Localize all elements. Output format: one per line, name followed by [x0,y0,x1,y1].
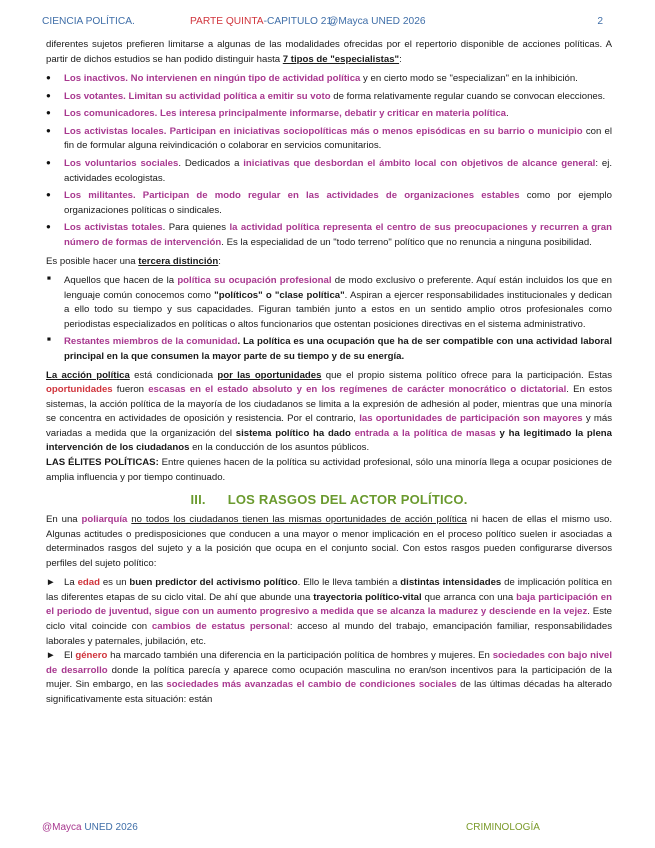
age-bold: trayectoria político-vital [313,591,422,603]
list-item [46,221,612,250]
type-description: con el fin de formular alguna reivindicación o colaborar en servicios comunitarios. [64,125,612,152]
age-text: que arranca con una [421,591,517,603]
header-chapter [190,14,335,30]
action-highlight: entrada a la política de masas [354,427,496,439]
footer-author [42,820,138,835]
age-text: . Ello le lleva también a [297,577,401,589]
political-action-paragraph [46,369,612,486]
page-header [42,14,603,30]
action-highlight: oportunidades [46,384,113,396]
footer-author-handle: @Mayca [42,822,85,833]
age-text: . Este ciclo vital coincide con [46,606,613,632]
action-bold: sistema político ha dado [235,427,351,439]
footer-author-year: UNED 2026 [84,822,138,833]
type-description-end: . Es la especialidad de un "todo terreno" político que no renuncia a ninguna posibilidad. [221,236,592,248]
list-item [46,274,612,332]
intro-end: : [399,53,402,65]
distinction-pre: Es posible hacer una [46,255,139,267]
intro-text: diferentes sujetos prefieren limitarse a algunas de las modalidades ofrecidas por el repertorio disponible de acciones políticas. A partir de dichos estudios se han podido distinguir hasta [46,39,612,65]
header-author: @Mayca UNED 2026 [328,16,426,27]
section-title: LOS RASGOS DEL ACTOR POLÍTICO. [227,492,468,508]
action-highlight: las oportunidades de participación son mayores [359,413,583,425]
action-term: por las oportunidades [217,369,322,381]
list-item [46,335,612,364]
document-body [46,38,612,712]
age-paragraph [46,576,612,707]
action-highlight: escasas en el estado absoluto y en los regímenes de carácter monocrático o dictatorial [148,384,567,396]
type-name: Los activistas totales [64,222,163,234]
action-text: fueron [112,384,149,396]
type-name: Los activistas locales. Participan en iniciativas sociopolíticas más o menos episódicas en su barrio o municipio [64,125,583,137]
action-text: y más variadas a medida que la organización del [46,413,612,439]
action-bold: y ha legitimado la plena intervención de los ciudadanos [46,427,612,454]
type-description: . [506,108,509,120]
gender-highlight: sociedades más avanzadas el cambio de condiciones sociales [166,679,457,691]
age-term: edad [77,577,100,589]
page-footer [42,820,603,834]
action-text: que el propio sistema político ofrece para la participación. Estas [321,369,612,381]
age-bold: buen predictor del activismo político [129,577,298,589]
age-text: : acceso al mundo del trabajo, emancipación familiar, responsabilidades laborales y paternales, jubilación, etc. [46,620,612,647]
age-bold: distintas intensidades [400,577,502,589]
type-description: y en cierto modo se "especializan" en la inhibición. [360,73,578,85]
distinction-list [46,274,612,364]
list-item [46,107,612,122]
age-highlight: cambios de estatus personal [151,620,290,632]
third-distinction: tercera distinción [138,255,219,267]
action-text: . En estos sistemas, la acción política de la mayoría de los ciudadanos se limita a la expresión de adhesión al poder, mientras que una minoría se concentra en actividades de oposición y resistencia. Por el contrario, [46,384,612,425]
polyarchy-underlined: no todos los ciudadanos tienen las mismas oportunidades de acción política [131,513,467,525]
type-description-end: : ej. actividades ecologistas. [64,158,612,184]
type-name: Los inactivos. No intervienen en ningún tipo de actividad política [64,73,361,85]
footer-subject: CRIMINOLOGÍA [466,822,540,833]
triangle-bullet-icon: ► [46,650,56,662]
distinction-bold: "políticos" o "clase política" [214,289,345,301]
distinction-intro [46,255,612,270]
section-number: III. [190,492,206,508]
distinction-highlight: política su ocupación profesional [177,275,332,287]
age-text: es un [99,577,130,589]
age-text: La [64,577,78,589]
polyarchy-text: En una [46,513,82,525]
action-term: La acción política [46,369,130,381]
action-text: en la conducción de los asuntos públicos. [189,442,370,454]
gender-text: de las últimas décadas ha alterado significativamente esta situación: están [46,679,612,705]
triangle-bullet-icon: ► [46,577,56,589]
age-text: de implicación política en las diferentes etapas de su ciclo vital. De ahí que abunde una [46,577,612,603]
gender-text: El [64,650,76,662]
distinction-text: . Aspiran a ejercer responsabilidades institucionales y dedican a ello todo su tiempo y sus capacidades. Figuran también junto a estos en un sentido amplio otros profesionales como periodistas especializados en políticas o altos funcionarios que ostentan posiciones directivas en el sistema administrativo. [64,289,612,330]
type-description: de forma relativamente regular cuando se convocan elecciones. [330,90,606,102]
gender-text: ha marcado también una diferencia en la participación política de hombres y mujeres. En [107,650,493,662]
gender-text: donde la política parecía y aparece como ocupación masculina no eran/son incentivos para la participación de la mujer. Sin embargo, en las [46,664,613,691]
gender-highlight: sociedades con bajo nivel de desarrollo [46,650,612,676]
types-count: 7 tipos de "especialistas" [282,53,400,65]
type-name: Los votantes. Limitan su actividad política a emitir su voto [64,90,331,102]
type-name: Los comunicadores. Les interesa principalmente informarse, debatir y criticar en materia política [64,108,506,120]
type-description: como por ejemplo organizaciones políticas o sindicales. [64,190,612,216]
polyarchy-paragraph [46,513,612,571]
type-name: Los militantes. Participan de modo regular en las actividades de organizaciones estables [64,190,520,202]
distinction-highlight: Restantes miembros de la comunidad [64,336,238,348]
page-number: 2 [597,16,603,27]
type-highlight: iniciativas que desbordan el ámbito local con objetivos de alcance general [243,158,596,170]
action-text: está condicionada [129,369,218,381]
type-description: . Dedicados a [178,158,244,170]
list-item [46,157,612,186]
gender-term: género [75,650,108,662]
type-highlight: la actividad política representa el centro de sus preocupaciones y recurren a gran número de formas de intervención [64,222,612,248]
header-course: CIENCIA POLÍTICA. [42,16,135,27]
list-item [46,90,612,105]
polyarchy-text: ni hacen de ellas el mismo uso. Algunas actitudes o predisposiciones que conducen a una mayor o menor implicación en el proceso político suelen ir asociadas a determinados rasgos del sujeto y a la posición que ocupa en el conjunto social. Con estos rasgos pueden configurarse diversos perfiles del sujeto político: [46,513,612,569]
distinction-post: : [218,255,221,267]
intro-paragraph [46,38,612,67]
specialist-types-list [46,72,612,250]
polyarchy-term: poliarquía [81,513,128,525]
section-heading [46,490,612,510]
list-item [46,189,612,218]
distinction-bold: . La política es una ocupación que ha de ser compatible con una actividad laboral principal en la que consumen la mayor parte de su tiempo y de su energía. [64,336,612,362]
age-highlight: baja participación en el periodo de juventud, sigue con un aumento progresivo a medida que se alcanza la madurez y desciende en la vejez [46,591,612,618]
type-description: . Para quienes [162,222,230,234]
header-part: PARTE QUINTA [190,16,264,27]
distinction-text: Aquellos que hacen de la [64,275,178,287]
elites-label: LAS ÉLITES POLÍTICAS: [46,457,159,469]
type-name: Los voluntarios sociales [64,158,179,170]
elites-text: Entre quienes hacen de la política su actividad profesional, sólo una minoría llega a ocupar posiciones de amplia influencia y por tiempo continuado. [46,457,612,483]
header-chapter-number: -CAPITULO 21. [263,16,335,27]
list-item [46,72,612,87]
distinction-text: de modo exclusivo o preferente. Aquí están incluidos los que en lenguaje común conocemos como [64,275,612,301]
list-item [46,125,612,154]
